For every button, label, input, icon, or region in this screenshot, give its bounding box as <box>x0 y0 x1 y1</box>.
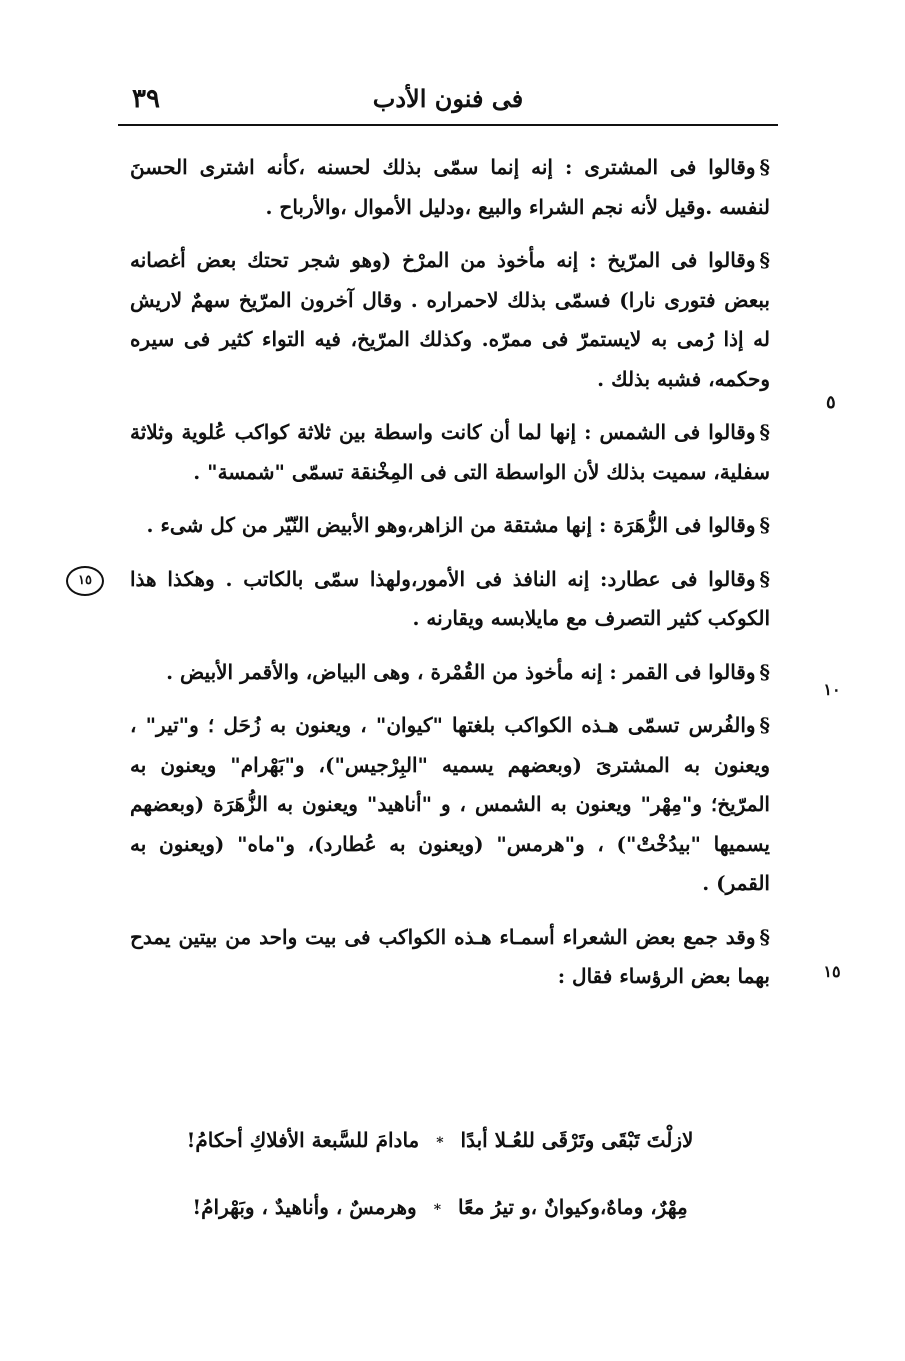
paragraph <box>130 706 770 904</box>
paragraph <box>130 413 770 492</box>
section-mark: § <box>759 155 770 179</box>
paragraph <box>130 506 770 546</box>
section-mark: § <box>759 248 770 272</box>
poem-verse <box>160 1175 720 1242</box>
page-number: ٣٩ <box>132 84 160 114</box>
paragraph-text: وقالوا فى المرّيخ : إنه مأخوذ من المرْخ (وهو شجر تحتك بعض أغصانه ببعض فتورى نارا) فسمّى بذلك لاحمراره . وقال آخرون المرّيخ سهمٌ لاريش له إذا رُمى به لايستمرّ فى ممرّه. وكذلك المرّيخ، فيه التواء كثير فى سيره وحكمه، فشبه بذلك . <box>130 248 770 391</box>
section-mark: § <box>759 420 770 444</box>
paragraph-text: وقد جمع بعض الشعراء أسمـاء هـذه الكواكب فى بيت واحد من بيتين يمدح بهما بعض الرؤساء فقال : <box>130 924 770 988</box>
section-mark: § <box>759 924 770 949</box>
main-text <box>130 148 770 1011</box>
paragraph-text: وقالوا فى الزُّهَرَة : إنها مشتقة من الزاهر،وهو الأبيض النّيّر من كل شىء . <box>146 513 756 537</box>
section-mark: § <box>759 713 770 737</box>
section-mark: § <box>759 513 770 537</box>
verse-first-hemistich: مِهْرٌ، وماهٌ،وكيوانٌ ،و تيرُ معًا <box>457 1195 688 1219</box>
margin-line-number: ١٥ <box>823 962 841 981</box>
running-title: فى فنون الأدب <box>372 84 524 113</box>
paragraph <box>130 241 770 399</box>
margin-line-number: ١٠ <box>823 680 841 699</box>
poem-verse <box>160 1108 720 1175</box>
verse-separator: * <box>436 1135 444 1151</box>
library-stamp: ١٥ <box>66 566 104 596</box>
verse-second-hemistich: وهرمسٌ ، وأناهيدٌ ، وبَهْرامُ! <box>192 1195 417 1219</box>
margin-line-number: ٥ <box>826 392 836 413</box>
paragraph <box>130 918 770 997</box>
verse-second-hemistich: مادامَ للسَّبعة الأفلاكِ أحكامُ! <box>186 1128 420 1152</box>
paragraph-text: وقالوا فى المشترى : إنه إنما سمّى بذلك لحسنه ،كأنه اشترى الحسنَ لنفسه .وقيل لأنه نجم الشراء والبيع ،ودليل الأموال ،والأرباح . <box>130 155 770 219</box>
poem <box>160 1108 720 1242</box>
paragraph-text: وقالوا فى الشمس : إنها لما أن كانت واسطة بين ثلاثة كواكب عُلوية وثلاثة سفلية، سميت بذلك لأن الواسطة التى فى المِخْنقة تسمّى "شمسة" . <box>130 420 770 484</box>
paragraph-text: وقالوا فى القمر : إنه مأخوذ من القُمْرة ، وهى البياض، والأقمر الأبيض . <box>166 659 756 684</box>
paragraph-text: وقالوا فى عطارد: إنه النافذ فى الأمور،ولهذا سمّى بالكاتب . وهكذا هذا الكوكب كثير التصرف مع مايلابسه ويقارنه . <box>130 566 770 630</box>
paragraph-text: والفُرس تسمّى هـذه الكواكب بلغتها "كيوان" ، ويعنون به زُحَل ؛ و"تير" ، ويعنون به المشترىَ (وبعضهم يسميه "البِرْجيس")، و"بَهْرام" ويعنون به المرّيخ؛ و"مِهْر" ويعنون به الشمس ، و "أناهيد" ويعنون به الزُّهَرَة (وبعضهم يسميها "بيدُخْتْ") ، و"هرمس" (ويعنون به عُطارد)، و"ماه" (ويعنون به القمر) . <box>130 713 770 895</box>
verse-separator: * <box>433 1202 442 1218</box>
page-header <box>118 78 778 126</box>
paragraph <box>130 560 770 639</box>
section-mark: § <box>759 566 770 591</box>
paragraph <box>130 653 770 693</box>
paragraph <box>130 148 770 227</box>
section-mark: § <box>759 659 770 684</box>
verse-first-hemistich: لازلْتَ تَبْقَى وتَرْقَى للعُـلا أبدًا <box>460 1128 694 1152</box>
